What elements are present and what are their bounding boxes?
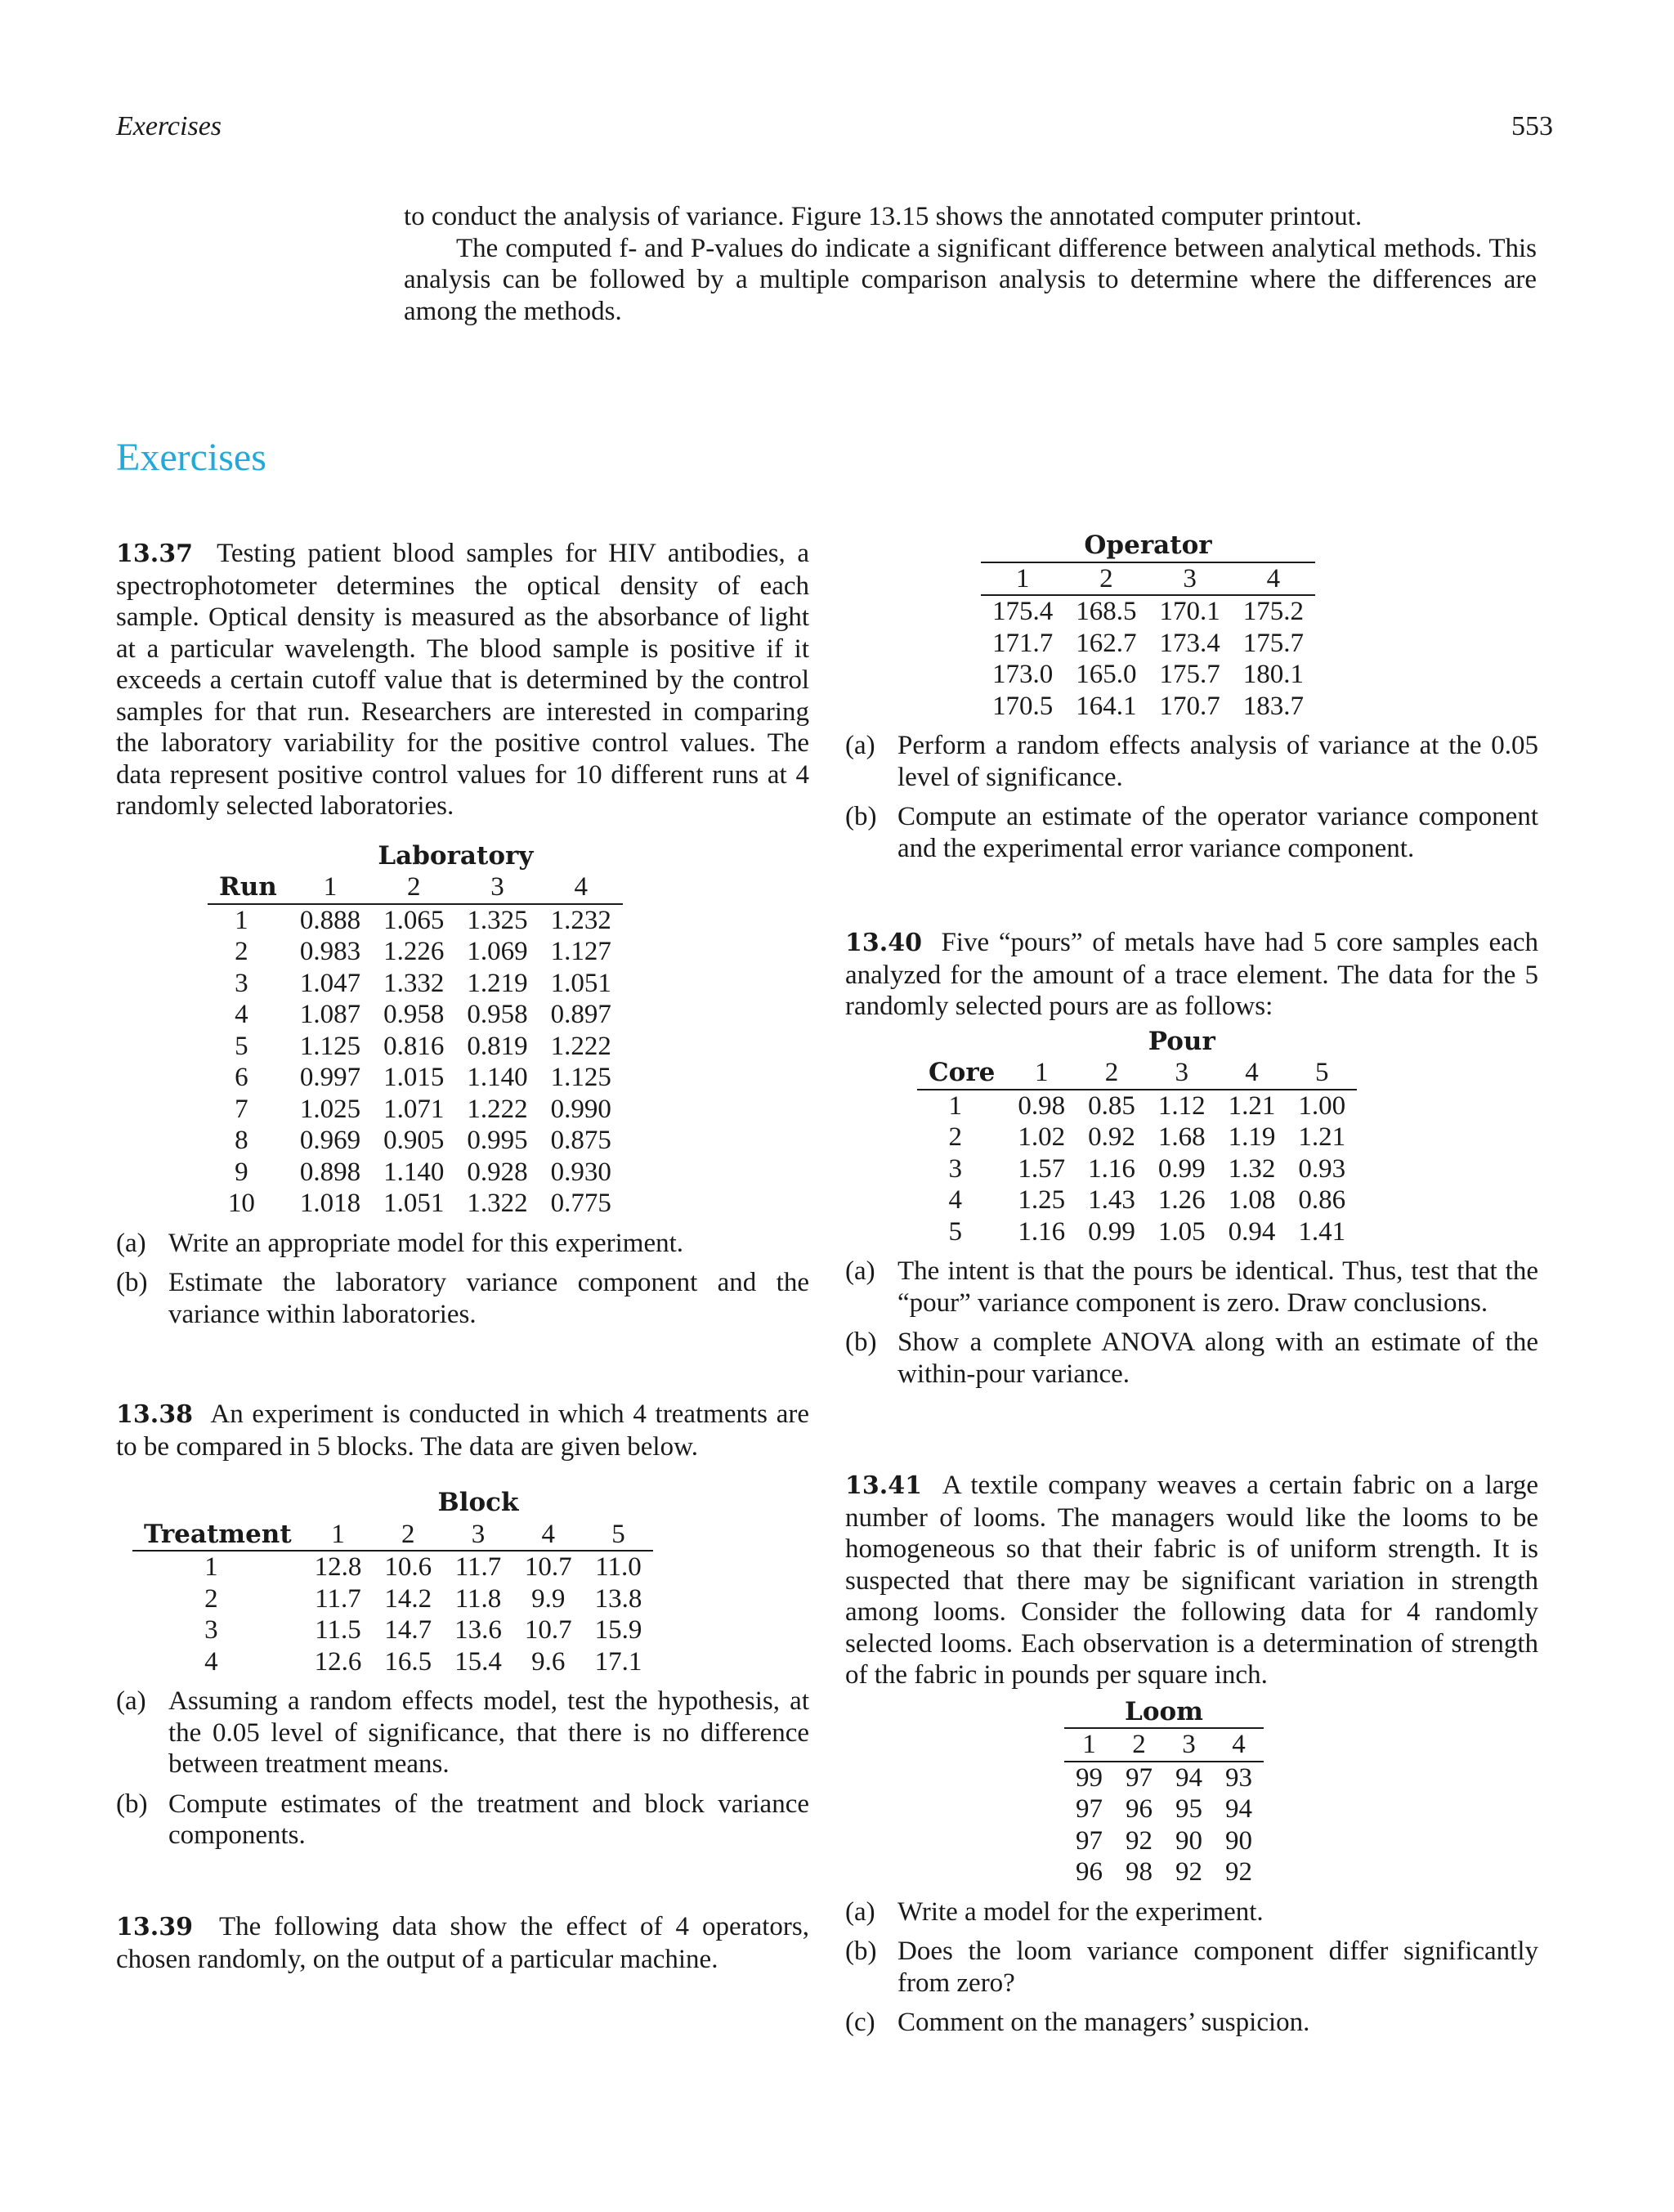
table-cell: 175.7 bbox=[1159, 660, 1220, 689]
row-header: Treatment bbox=[132, 1519, 303, 1552]
table-cell: 14.2 bbox=[384, 1583, 432, 1614]
table-cell: 0.888 bbox=[299, 905, 361, 935]
row-label: 8 bbox=[235, 1126, 248, 1155]
exercise-parts bbox=[845, 1256, 1538, 1390]
column-header: 5 bbox=[1287, 1057, 1357, 1090]
table-cell: 0.958 bbox=[467, 1000, 528, 1029]
exercise-13-38 bbox=[116, 1399, 809, 1860]
table-cell: 1.21 bbox=[1298, 1122, 1346, 1152]
table-cell: 1.125 bbox=[550, 1063, 611, 1092]
column-header: 1 bbox=[289, 871, 372, 904]
table-header-row bbox=[132, 1519, 653, 1552]
table-cell: 1.232 bbox=[550, 905, 611, 935]
intro-paragraph-1: to conduct the analysis of variance. Figure 13.15 shows the annotated computer printout. bbox=[404, 202, 1363, 231]
table-cell: 171.7 bbox=[992, 628, 1054, 658]
table-cell: 0.86 bbox=[1298, 1185, 1346, 1215]
operator-table bbox=[981, 530, 1315, 722]
table-cell: 1.26 bbox=[1157, 1185, 1206, 1215]
table-cell: 0.958 bbox=[383, 1000, 445, 1029]
column-header: 4 bbox=[1214, 1728, 1264, 1762]
table-cell: 1.325 bbox=[467, 905, 528, 935]
exercise-part bbox=[845, 730, 1538, 793]
table-cell: 96 bbox=[1076, 1857, 1103, 1887]
table-cell: 12.6 bbox=[314, 1646, 362, 1677]
column-header: 2 bbox=[1114, 1728, 1164, 1762]
part-text: Compute estimates of the treatment and block variance components. bbox=[168, 1789, 809, 1850]
table-cell: 1.322 bbox=[467, 1189, 528, 1218]
table-row bbox=[981, 691, 1315, 723]
table-cell: 170.1 bbox=[1159, 597, 1220, 626]
exercise-parts bbox=[116, 1228, 809, 1331]
part-label: (b) bbox=[845, 1328, 877, 1357]
table-row bbox=[132, 1551, 653, 1583]
column-header: 1 bbox=[1006, 1057, 1076, 1090]
table-cell: 1.087 bbox=[299, 1000, 361, 1029]
table-cell: 0.990 bbox=[550, 1094, 611, 1124]
table-row bbox=[208, 999, 623, 1031]
table-cell: 1.051 bbox=[550, 968, 611, 998]
exercise-part bbox=[116, 1228, 809, 1260]
table-cell: 10.7 bbox=[524, 1615, 572, 1645]
exercise-text bbox=[116, 1399, 809, 1462]
table-cell: 1.047 bbox=[299, 968, 361, 998]
table-header-row bbox=[981, 562, 1315, 596]
exercise-number: 13.37 bbox=[116, 540, 193, 568]
table-cell: 0.997 bbox=[299, 1063, 361, 1092]
table-row bbox=[981, 628, 1315, 660]
table-cell: 98 bbox=[1126, 1857, 1153, 1887]
table-row bbox=[208, 1157, 623, 1189]
exercise-number: 13.39 bbox=[116, 1913, 193, 1941]
table-cell: 9.9 bbox=[531, 1583, 566, 1614]
exercise-body: Five “pours” of metals have had 5 core samples each analyzed for the amount of a trace element. The data for the 5 randomly selected pours are as follows: bbox=[845, 928, 1539, 1021]
table-row bbox=[208, 1062, 623, 1094]
table-cell: 1.00 bbox=[1298, 1090, 1346, 1121]
table-cell: 9.6 bbox=[531, 1646, 566, 1677]
exercise-part bbox=[845, 801, 1538, 864]
row-label: 9 bbox=[235, 1157, 248, 1187]
part-label: (a) bbox=[845, 1256, 875, 1286]
table-cell: 1.015 bbox=[383, 1063, 445, 1092]
table-cell: 1.140 bbox=[383, 1157, 445, 1187]
exercise-text bbox=[845, 927, 1538, 1023]
table-cell: 168.5 bbox=[1076, 597, 1137, 626]
intro-text bbox=[404, 201, 1537, 327]
part-text: Estimate the laboratory variance component and the variance within laboratories. bbox=[168, 1268, 809, 1329]
table-cell: 90 bbox=[1225, 1825, 1252, 1856]
table-cell: 0.98 bbox=[1018, 1090, 1066, 1121]
column-header: 4 bbox=[1232, 562, 1315, 596]
table-row bbox=[208, 1031, 623, 1063]
part-text: Write a model for the experiment. bbox=[897, 1896, 1264, 1927]
table-cell: 1.222 bbox=[467, 1094, 528, 1124]
table-cell: 164.1 bbox=[1076, 691, 1137, 721]
part-text: Does the loom variance component differ significantly from zero? bbox=[897, 1937, 1538, 1998]
table-row bbox=[208, 1094, 623, 1126]
table-cell: 0.875 bbox=[550, 1126, 611, 1155]
row-label: 5 bbox=[948, 1216, 962, 1247]
table-cell: 1.57 bbox=[1018, 1153, 1066, 1184]
part-text: Comment on the managers’ suspicion. bbox=[897, 2008, 1310, 2037]
column-header: 2 bbox=[373, 1519, 443, 1552]
exercise-parts bbox=[116, 1686, 809, 1852]
table-cell: 1.16 bbox=[1018, 1216, 1066, 1247]
part-label: (c) bbox=[845, 2008, 875, 2037]
table-cell: 165.0 bbox=[1076, 660, 1137, 689]
part-label: (a) bbox=[845, 731, 875, 760]
table-row bbox=[917, 1153, 1357, 1185]
part-label: (a) bbox=[845, 1896, 875, 1927]
table-row bbox=[208, 936, 623, 968]
exercise-part bbox=[845, 2007, 1538, 2039]
table-cell: 90 bbox=[1175, 1825, 1202, 1856]
exercise-body: A textile company weaves a certain fabric on a large number of looms. The managers would like the looms to be homogeneous so that their fabric is of uniform strength. It is suspected that there may be significant variation in strength among looms. Consider the following data for 4 randomly selected looms. Each observation is a determination of strength of the fabric in pounds per square inch. bbox=[845, 1471, 1538, 1690]
column-header: 3 bbox=[443, 1519, 513, 1552]
table-cell: 1.071 bbox=[383, 1094, 445, 1124]
exercise-13-37 bbox=[116, 538, 809, 1338]
table-row bbox=[208, 1125, 623, 1157]
table-cell: 175.4 bbox=[992, 597, 1054, 626]
row-label: 3 bbox=[235, 968, 248, 998]
laboratory-table bbox=[208, 840, 623, 1220]
part-text: Compute an estimate of the operator variance component and the experimental error variance component. bbox=[897, 802, 1538, 863]
exercise-part bbox=[845, 1256, 1538, 1319]
table-cell: 10.6 bbox=[384, 1552, 432, 1582]
table-cell: 0.93 bbox=[1298, 1153, 1346, 1184]
table-cell: 17.1 bbox=[594, 1646, 642, 1677]
table-cell: 173.0 bbox=[992, 660, 1054, 689]
table-cell: 1.08 bbox=[1228, 1185, 1276, 1215]
table-cell: 1.127 bbox=[550, 937, 611, 966]
table-row bbox=[917, 1216, 1357, 1248]
table-cell: 99 bbox=[1076, 1762, 1103, 1793]
page-number: 553 bbox=[1511, 111, 1553, 141]
column-header: 1 bbox=[303, 1519, 374, 1552]
exercise-13-41 bbox=[845, 1470, 1538, 2047]
table-cell: 1.069 bbox=[467, 937, 528, 966]
table-cell: 92 bbox=[1126, 1825, 1153, 1856]
table-cell: 175.2 bbox=[1242, 597, 1304, 626]
table-cell: 1.16 bbox=[1088, 1153, 1135, 1184]
table-super-header: Operator bbox=[1084, 531, 1212, 560]
table-row bbox=[981, 659, 1315, 691]
exercise-text bbox=[845, 1470, 1538, 1691]
exercise-part bbox=[845, 1327, 1538, 1390]
table-cell: 11.7 bbox=[454, 1552, 502, 1582]
table-cell: 0.928 bbox=[467, 1157, 528, 1187]
row-label: 4 bbox=[948, 1185, 962, 1215]
table-cell: 97 bbox=[1126, 1762, 1153, 1793]
table-cell: 14.7 bbox=[384, 1615, 432, 1645]
part-label: (b) bbox=[116, 1789, 148, 1819]
exercise-13-39 bbox=[116, 1911, 809, 1975]
column-header: 3 bbox=[1164, 1728, 1214, 1762]
table-cell: 15.4 bbox=[454, 1646, 502, 1677]
table-cell: 1.226 bbox=[383, 937, 445, 966]
exercise-text bbox=[116, 1911, 809, 1975]
row-label: 5 bbox=[235, 1031, 248, 1061]
exercise-part bbox=[116, 1267, 809, 1330]
part-text: Assuming a random effects model, test the hypothesis, at the 0.05 level of significance, that there is no difference between treatment means. bbox=[168, 1686, 809, 1779]
part-text: Show a complete ANOVA along with an estimate of the within-pour variance. bbox=[897, 1328, 1538, 1389]
row-label: 4 bbox=[235, 1000, 248, 1029]
column-header: 4 bbox=[539, 871, 623, 904]
column-header: 4 bbox=[513, 1519, 584, 1552]
exercise-part bbox=[845, 1896, 1538, 1928]
table-cell: 1.05 bbox=[1157, 1216, 1206, 1247]
table-cell: 92 bbox=[1175, 1857, 1202, 1887]
column-header: 1 bbox=[981, 562, 1064, 596]
exercise-body: The following data show the effect of 4 operators, chosen randomly, on the output of a particular machine. bbox=[116, 1912, 809, 1974]
table-cell: 1.219 bbox=[467, 968, 528, 998]
exercise-body: Testing patient blood samples for HIV antibodies, a spectrophotometer determines the optical density of each sample. Optical density is measured as the absorbance of light at a particular wavelength. The blood sample is positive if it exceeds a certain cutoff value that is determined by the control samples for that run. Researchers are interested in comparing the laboratory variability for the positive control values. The data represent positive control values for 10 different runs at 4 randomly selected laboratories. bbox=[116, 539, 810, 821]
part-label: (a) bbox=[116, 1228, 146, 1258]
table-cell: 0.99 bbox=[1088, 1216, 1135, 1247]
running-head: Exercises bbox=[116, 111, 222, 141]
table-cell: 10.7 bbox=[524, 1552, 572, 1582]
column-header: 1 bbox=[1064, 1728, 1114, 1762]
column-header: 2 bbox=[372, 871, 455, 904]
part-label: (b) bbox=[845, 802, 877, 831]
table-row bbox=[1064, 1825, 1264, 1857]
table-cell: 93 bbox=[1225, 1762, 1252, 1793]
table-cell: 1.43 bbox=[1088, 1185, 1135, 1215]
part-label: (a) bbox=[116, 1686, 146, 1716]
table-row bbox=[917, 1090, 1357, 1122]
table-cell: 96 bbox=[1126, 1794, 1153, 1824]
row-label: 4 bbox=[204, 1646, 218, 1677]
table-cell: 13.6 bbox=[454, 1615, 502, 1645]
table-cell: 1.02 bbox=[1018, 1122, 1066, 1152]
column-header: 5 bbox=[584, 1519, 654, 1552]
table-cell: 1.19 bbox=[1228, 1122, 1276, 1152]
row-header: Core bbox=[917, 1057, 1006, 1090]
column-header: 3 bbox=[1148, 562, 1232, 596]
table-row bbox=[208, 968, 623, 1000]
exercise-number: 13.40 bbox=[845, 929, 922, 957]
part-text: The intent is that the pours be identical. Thus, test that the “pour” variance component is zero. Draw conclusions. bbox=[897, 1256, 1538, 1318]
part-text: Write an appropriate model for this experiment. bbox=[168, 1228, 684, 1258]
part-text: Perform a random effects analysis of variance at the 0.05 level of significance. bbox=[897, 731, 1538, 792]
table-row bbox=[917, 1122, 1357, 1153]
table-row bbox=[917, 1184, 1357, 1216]
row-label: 1 bbox=[204, 1552, 218, 1582]
table-super-header: Loom bbox=[1125, 1696, 1203, 1726]
table-cell: 1.051 bbox=[383, 1189, 445, 1218]
table-cell: 1.140 bbox=[467, 1063, 528, 1092]
table-cell: 0.898 bbox=[299, 1157, 361, 1187]
table-cell: 0.775 bbox=[550, 1189, 611, 1218]
table-row bbox=[208, 1188, 623, 1220]
exercise-number: 13.38 bbox=[116, 1400, 193, 1429]
table-cell: 170.5 bbox=[992, 691, 1054, 721]
table-cell: 170.7 bbox=[1159, 691, 1220, 721]
table-cell: 1.41 bbox=[1298, 1216, 1346, 1247]
table-row bbox=[1064, 1762, 1264, 1794]
exercise-number: 13.41 bbox=[845, 1471, 922, 1500]
table-cell: 162.7 bbox=[1076, 628, 1137, 658]
table-cell: 0.99 bbox=[1157, 1153, 1206, 1184]
row-label: 6 bbox=[235, 1063, 248, 1092]
table-row bbox=[1064, 1856, 1264, 1888]
row-label: 10 bbox=[227, 1189, 255, 1218]
column-header: 2 bbox=[1064, 562, 1148, 596]
table-cell: 0.92 bbox=[1088, 1122, 1135, 1152]
table-row bbox=[208, 904, 623, 937]
table-cell: 1.332 bbox=[383, 968, 445, 998]
table-cell: 1.065 bbox=[383, 905, 445, 935]
table-cell: 16.5 bbox=[384, 1646, 432, 1677]
row-label: 1 bbox=[948, 1090, 962, 1121]
table-header-row bbox=[1064, 1728, 1264, 1762]
row-label: 1 bbox=[235, 905, 248, 935]
table-cell: 0.85 bbox=[1088, 1090, 1135, 1121]
table-cell: 1.125 bbox=[299, 1031, 361, 1061]
table-cell: 11.8 bbox=[454, 1583, 502, 1614]
table-cell: 1.21 bbox=[1228, 1090, 1276, 1121]
exercise-text bbox=[116, 538, 809, 822]
table-cell: 13.8 bbox=[594, 1583, 642, 1614]
table-cell: 11.0 bbox=[595, 1552, 642, 1582]
table-cell: 1.12 bbox=[1157, 1090, 1206, 1121]
table-cell: 0.897 bbox=[550, 1000, 611, 1029]
block-table bbox=[132, 1487, 653, 1677]
exercise-13-39-continued bbox=[845, 530, 1538, 872]
table-cell: 11.7 bbox=[315, 1583, 361, 1614]
table-cell: 95 bbox=[1175, 1794, 1202, 1824]
column-header: 3 bbox=[1147, 1057, 1217, 1090]
table-cell: 0.94 bbox=[1228, 1216, 1276, 1247]
table-cell: 183.7 bbox=[1242, 691, 1304, 721]
row-label: 2 bbox=[235, 937, 248, 966]
row-label: 3 bbox=[948, 1153, 962, 1184]
part-label: (b) bbox=[845, 1937, 877, 1966]
table-cell: 0.905 bbox=[383, 1126, 445, 1155]
table-cell: 0.930 bbox=[550, 1157, 611, 1187]
table-cell: 15.9 bbox=[594, 1615, 642, 1645]
table-cell: 94 bbox=[1175, 1762, 1202, 1793]
table-cell: 0.816 bbox=[383, 1031, 445, 1061]
exercise-parts bbox=[845, 1896, 1538, 2039]
exercise-parts bbox=[845, 730, 1538, 864]
row-label: 2 bbox=[948, 1122, 962, 1152]
exercise-part bbox=[845, 1936, 1538, 1999]
exercise-13-40 bbox=[845, 927, 1538, 1398]
table-cell: 0.969 bbox=[299, 1126, 361, 1155]
table-super-header: Laboratory bbox=[378, 840, 534, 871]
intro-paragraph-2: The computed f- and P-values do indicate a significant difference between analytical methods. This analysis can be followed by a multiple comparison analysis to determine where the differences are among the methods. bbox=[404, 233, 1537, 326]
table-row bbox=[132, 1583, 653, 1615]
table-cell: 0.983 bbox=[299, 937, 361, 966]
table-cell: 97 bbox=[1076, 1794, 1103, 1824]
table-cell: 97 bbox=[1076, 1825, 1103, 1856]
table-cell: 0.819 bbox=[467, 1031, 528, 1061]
table-row bbox=[132, 1646, 653, 1678]
table-cell: 173.4 bbox=[1159, 628, 1220, 658]
table-cell: 1.25 bbox=[1018, 1185, 1066, 1215]
table-cell: 1.018 bbox=[299, 1189, 361, 1218]
row-label: 7 bbox=[235, 1094, 248, 1124]
table-row bbox=[1064, 1793, 1264, 1825]
table-header-row bbox=[917, 1057, 1357, 1090]
table-row bbox=[132, 1614, 653, 1646]
pour-table bbox=[917, 1026, 1357, 1248]
table-cell: 1.68 bbox=[1157, 1122, 1206, 1152]
column-header: 4 bbox=[1217, 1057, 1287, 1090]
row-header: Run bbox=[208, 871, 289, 904]
table-cell: 92 bbox=[1225, 1857, 1252, 1887]
table-row bbox=[981, 595, 1315, 628]
exercise-part bbox=[116, 1686, 809, 1780]
section-title: Exercises bbox=[116, 436, 266, 479]
part-label: (b) bbox=[116, 1268, 148, 1297]
column-header: 3 bbox=[455, 871, 539, 904]
table-super-header: Block bbox=[437, 1488, 519, 1517]
loom-table bbox=[1064, 1696, 1264, 1888]
table-cell: 11.5 bbox=[315, 1615, 361, 1645]
table-cell: 0.995 bbox=[467, 1126, 528, 1155]
row-label: 2 bbox=[204, 1583, 218, 1614]
table-cell: 1.222 bbox=[550, 1031, 611, 1061]
table-cell: 1.32 bbox=[1228, 1153, 1276, 1184]
row-label: 3 bbox=[204, 1615, 218, 1645]
table-cell: 12.8 bbox=[314, 1552, 362, 1582]
table-header-row bbox=[208, 871, 623, 904]
exercise-part bbox=[116, 1789, 809, 1852]
table-cell: 175.7 bbox=[1242, 628, 1304, 658]
table-cell: 94 bbox=[1225, 1794, 1252, 1824]
column-header: 2 bbox=[1076, 1057, 1147, 1090]
exercise-body: An experiment is conducted in which 4 treatments are to be compared in 5 blocks. The data are given below. bbox=[116, 1399, 809, 1462]
table-cell: 180.1 bbox=[1242, 660, 1304, 689]
table-cell: 1.025 bbox=[299, 1094, 361, 1124]
table-super-header: Pour bbox=[1148, 1026, 1215, 1056]
